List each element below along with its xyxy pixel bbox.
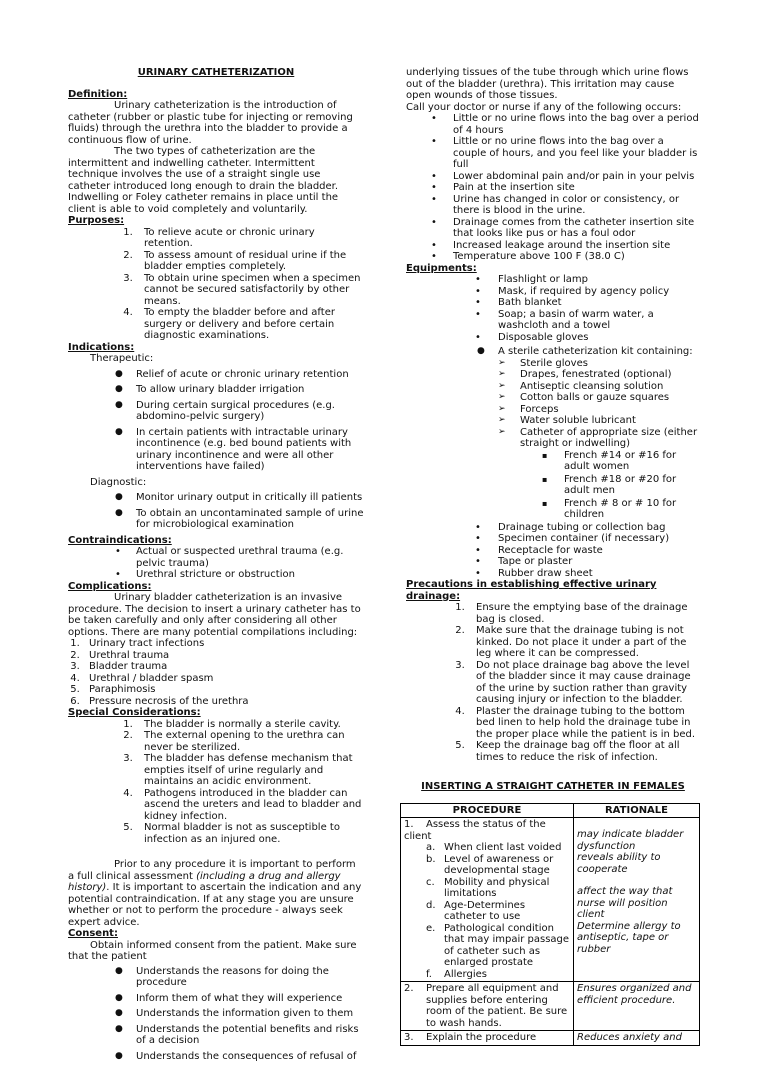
list-item: ➢ Antiseptic cleansing solution [520,381,700,393]
list-item: • Bath blanket [498,297,700,309]
list-item: ➢ Cotton balls or gauze squares [520,392,700,404]
consent-list [68,966,364,1063]
list-item: ➢ Catheter of appropriate size (either straight or indwelling) [520,427,700,450]
purposes-list [68,227,364,342]
table-row [401,818,700,982]
list-item: ● To obtain an uncontaminated sample of urine for microbiological examination [136,508,364,531]
list-item: 3. Bladder trauma [83,661,364,673]
rationale-cell [574,818,700,982]
list-item: • Flashlight or lamp [498,274,700,286]
indications-heading: Indications: [68,341,135,353]
list-item: ▪ French # 8 or # 10 for children [564,498,700,521]
list-item: • Soap; a basin of warm water, a washcloth and a towel [498,309,700,332]
rationale-cell: Ensures organized and efficient procedure. [574,982,700,1031]
procedure-cell [401,982,574,1031]
consent-paragraph: Obtain informed consent from the patient. Make sure that the patient [68,939,357,962]
list-item: • Drainage tubing or collection bag [498,522,700,534]
list-item: 5. Paraphimosis [83,684,364,696]
list-item: • Mask, if required by agency policy [498,286,700,298]
list-item: ● Understands the consequences of refusal of [136,1051,364,1063]
list-item: c. Mobility and physical limitations [426,876,550,899]
list-item: 5. Keep the drainage bag off the floor at all times to reduce the risk of infection. [468,740,700,763]
call-doctor-list [406,113,700,263]
purposes-heading: Purposes: [68,215,125,226]
list-item: • Pain at the insertion site [453,182,700,194]
list-item: • Lower abdominal pain and/or pain in your pelvis [453,171,700,183]
left-column [68,67,364,1066]
definition-paragraph-1: Urinary catheterization is the introduction of catheter (rubber or plastic tube for injecting or removing fluids) through the urethra into the bladder to provide a continuous flow of urine. [68,100,353,146]
list-item: 3. The bladder has defense mechanism that empties itself of urine regularly and maintains an acidic environment. [136,753,364,788]
list-item: • Little or no urine flows into the bag over a period of 4 hours [453,113,700,136]
list-item: • Specimen container (if necessary) [498,533,700,545]
list-item: 4. To empty the bladder before and after surgery or delivery and before certain diagnostic examinations. [136,307,364,342]
list-item: 4. Urethral / bladder spasm [83,673,364,685]
page-title: URINARY CATHETERIZATION [137,67,295,78]
step-number: 2. [404,983,414,994]
continued-text: underlying tissues of the tube through which urine flows out of the bladder (urethra). This irritation may cause open wounds of those tissues. [406,67,689,101]
assessment-sublist [404,842,570,980]
step-number: 1. [404,819,414,830]
diagnostic-label: Diagnostic: [90,476,147,488]
list-item: 3. Do not place drainage bag above the level of the bladder since it may cause drainage of the urine by suction rather than gravity causing injury or infection to the bladder. [468,660,700,706]
list-item: ➢ Drapes, fenestrated (optional) [520,369,700,381]
list-item: ● Inform them of what they will experience [136,993,364,1005]
list-item: ● During certain surgical procedures (e.g. abdomino-pelvic surgery) [136,400,364,423]
list-item: ● To allow urinary bladder irrigation [136,384,364,396]
procedure-cell [401,818,574,982]
list-item: ● Monitor urinary output in critically ill patients [136,492,364,504]
list-item: 4. Pathogens introduced in the bladder can ascend the ureters and lead to bladder and kidney infection. [136,788,364,823]
list-item: 3. To obtain urine specimen when a specimen cannot be secured satisfactorily by other means. [136,273,364,308]
precautions-list [406,602,700,763]
assessment-paragraph: Prior to any procedure it is important to perform a full clinical assessment (including a drug and allergy history). It is important to ascertain the indication and any potential contraindication. If at any stage you are unsure whether or not to perform the procedure - always seek expert advice. [68,859,362,928]
list-item: ▪ French #18 or #20 for adult men [564,474,700,497]
step-text: Prepare all equipment and supplies before entering room of the patient. Be sure to wash hands. [426,983,568,1029]
special-considerations-list [68,719,364,846]
list-item: • Rubber draw sheet [498,568,700,580]
list-item: 2. To assess amount of residual urine if the bladder empties completely. [136,250,364,273]
table-row [401,982,700,1031]
kit-contents-list [406,358,700,450]
list-item: ● A sterile catheterization kit containing: [498,346,700,358]
list-item: 5. Normal bladder is not as susceptible to infection as an injured one. [136,822,364,845]
list-item: 1. The bladder is normally a sterile cavity. [136,719,364,731]
list-item: ● Understands the information given to them [136,1008,364,1020]
step-text: Assess the status of the client [404,819,546,842]
equipments-list-continued [406,522,700,580]
list-item: 1. To relieve acute or chronic urinary retention. [136,227,364,250]
list-item: • Drainage comes from the catheter insertion site that looks like pus or has a foul odor [453,217,700,240]
procedure-cell [401,1031,574,1046]
list-item: ● Understands the reasons for doing the procedure [136,966,364,989]
list-item: ● In certain patients with intractable urinary incontinence (e.g. bed bound patients with urinary incontinence and were all other interventions have failed) [136,427,364,473]
complications-list [68,638,364,707]
column-header-rationale: RATIONALE [574,803,700,818]
rationale-text: may indicate bladder dysfunction [577,829,684,852]
procedure-table [400,803,700,1046]
definition-paragraph-2: The two types of catheterization are the intermittent and indwelling catheter. Intermittent technique involves the use of a straight single use catheter introduced long enough to drain the bladder. Indwelling or Foley catheter remains in place until the client is able to void completely and voluntarily. [68,146,339,215]
right-column [406,67,700,1046]
list-item: • Disposable gloves [498,332,700,344]
list-item: a. When client last voided [426,842,562,853]
rationale-text: Determine allergy to antiseptic, tape or rubber [577,920,681,955]
complications-paragraph: Urinary bladder catheterization is an invasive procedure. The decision to insert a urinary catheter has to be taken carefully and only after considering all other options. There are many potential compilations including: [68,592,361,638]
therapeutic-list [68,369,364,473]
consent-heading: Consent: [68,928,118,939]
list-item: 2. Make sure that the drainage tubing is not kinked. Do not place it under a part of the leg where it can be compressed. [468,625,700,660]
rationale-text: affect the way that nurse will position client [577,886,673,920]
list-item: • Tape or plaster [498,556,700,568]
list-item: 2. Urethral trauma [83,650,364,662]
table-row [401,1031,700,1046]
list-item: • Temperature above 100 F (38.0 C) [453,251,700,263]
therapeutic-label: Therapeutic: [90,353,154,364]
list-item: e. Pathological condition that may impair passage of catheter such as enlarged prostate [426,922,570,968]
list-item: ➢ Forceps [520,404,700,416]
list-item: f. Allergies [426,968,487,980]
step-text: Explain the procedure [426,1032,537,1043]
list-item: • Little or no urine flows into the bag over a couple of hours, and you feel like your bladder is full [453,136,700,171]
step-number: 3. [404,1032,414,1043]
list-item: 2. The external opening to the urethra can never be sterilized. [136,730,364,753]
list-item: • Actual or suspected urethral trauma (e.g. pelvic trauma) [136,546,364,569]
contraindications-list [68,546,364,581]
rationale-text: reveals ability to cooperate [577,852,661,875]
list-item: • Increased leakage around the insertion site [453,240,700,252]
list-item: 6. Pressure necrosis of the urethra [83,696,364,708]
diagnostic-list [68,492,364,531]
contraindications-heading: Contraindications: [68,534,172,546]
list-item: ● Relief of acute or chronic urinary retention [136,369,364,381]
section-title-females: INSERTING A STRAIGHT CATHETER IN FEMALES [421,781,685,792]
list-item: ➢ Water soluble lubricant [520,415,700,427]
list-item: b. Level of awareness or developmental stage [426,853,554,876]
list-item: d. Age-Determines catheter to use [426,899,526,922]
catheter-size-list [406,450,700,521]
kit-list [406,346,700,358]
call-doctor-text: Call your doctor or nurse if any of the following occurs: [406,101,682,113]
precautions-heading: Precautions in establishing effective urinary drainage: [406,579,657,602]
list-item: ▪ French #14 or #16 for adult women [564,450,700,473]
definition-heading: Definition: [68,88,128,100]
column-header-procedure: PROCEDURE [401,803,574,818]
equipments-heading: Equipments: [406,262,477,274]
list-item: • Receptacle for waste [498,545,700,557]
list-item: • Urethral stricture or obstruction [136,569,364,581]
list-item: ● Understands the potential benefits and risks of a decision [136,1024,364,1047]
list-item: 1. Ensure the emptying base of the drainage bag is closed. [468,602,700,625]
list-item: 1. Urinary tract infections [83,638,364,650]
rationale-cell: Reduces anxiety and [574,1031,700,1046]
list-item: ➢ Sterile gloves [520,358,700,370]
list-item: • Urine has changed in color or consistency, or there is blood in the urine. [453,194,700,217]
table-header-row [401,803,700,818]
equipments-list [406,274,700,343]
special-considerations-heading: Special Considerations: [68,707,201,718]
list-item: 4. Plaster the drainage tubing to the bottom bed linen to help hold the drainage tube in the proper place while the patient is in bed. [468,706,700,741]
complications-heading: Complications: [68,580,152,592]
